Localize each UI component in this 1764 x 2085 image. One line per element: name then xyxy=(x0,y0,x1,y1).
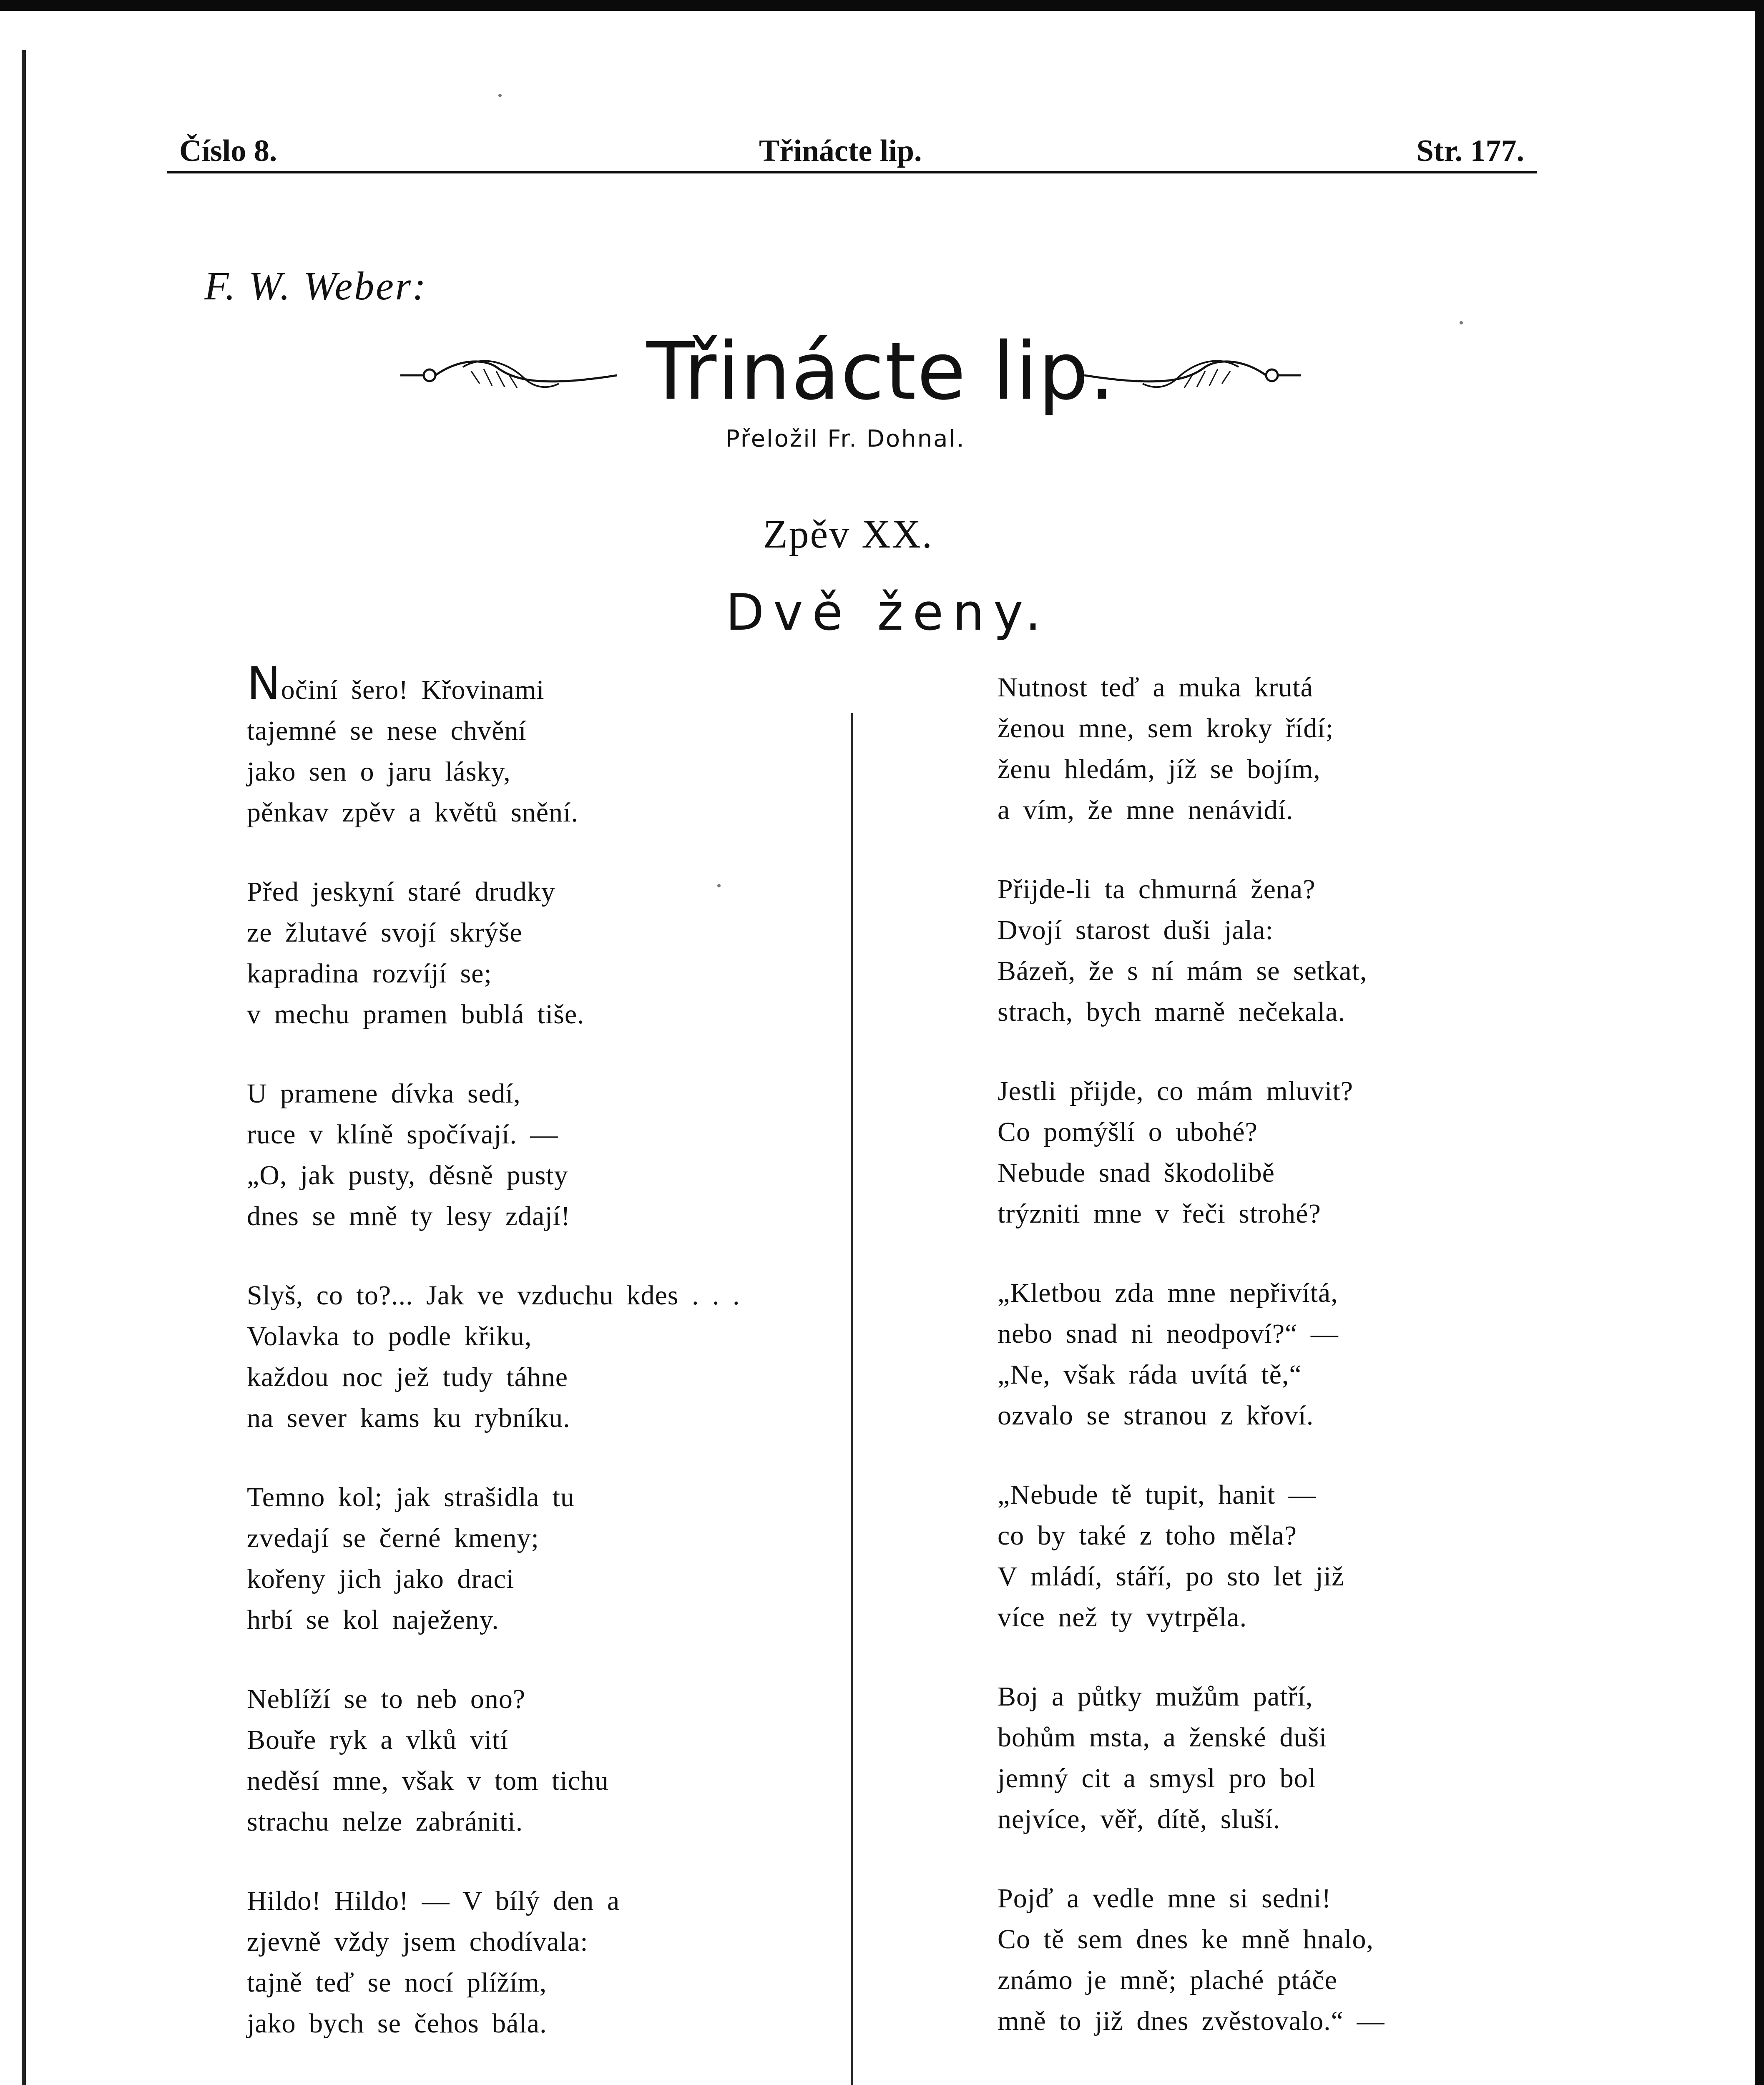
verse-line: Co pomýšlí o ubohé? xyxy=(998,1117,1258,1147)
verse-line: kapradina rozvíjí se; xyxy=(247,958,492,989)
verse-line: strach, bych marně nečekala. xyxy=(998,997,1346,1027)
running-head xyxy=(167,125,1537,171)
verse-line: Co tě sem dnes ke mně hnalo, xyxy=(998,1924,1374,1954)
issue-number: Číslo 8. xyxy=(179,134,277,168)
verse-line: trýzniti mne v řeči strohé? xyxy=(998,1198,1321,1229)
verse-line: a vím, že mne nenávidí. xyxy=(998,795,1294,825)
stanza xyxy=(998,667,1623,831)
verse-line: na sever kams ku rybníku. xyxy=(247,1403,570,1433)
verse-line: jako sen o jaru lásky, xyxy=(247,756,511,787)
scan-border-top xyxy=(0,0,1764,11)
drop-cap: N xyxy=(247,658,281,710)
stanza xyxy=(998,2080,1623,2085)
verse-line: nebo snad ni neodpoví?“ — xyxy=(998,1319,1339,1349)
translator-credit: Přeložil Fr. Dohnal. xyxy=(726,425,965,452)
stanza xyxy=(998,1878,1623,2042)
right-column xyxy=(998,667,1623,2085)
verse-line: Boj a půtky mužům patří, xyxy=(998,1681,1313,1712)
verse-line xyxy=(247,2082,872,2085)
scan-speck xyxy=(1460,321,1463,324)
left-column xyxy=(247,658,872,2085)
verse-line: zvedají se černé kmeny; xyxy=(247,1523,539,1553)
verse-line: Neblíží se to neb ono? xyxy=(247,1684,526,1714)
verse-line xyxy=(998,2080,1623,2085)
stanza xyxy=(247,2082,872,2085)
verse-line: strachu nelze zabrániti. xyxy=(247,1806,523,1837)
canto-heading: Zpěv XX. xyxy=(763,512,933,556)
verse-line: Temno kol; jak strašidla tu xyxy=(247,1482,575,1512)
stanza xyxy=(247,1477,872,1640)
verse-line: hrbí se kol naježeny. xyxy=(247,1605,499,1635)
verse-line: více než ty vytrpěla. xyxy=(998,1602,1247,1633)
verse-line: Před jeskyní staré drudky xyxy=(247,877,555,907)
verse-line: Přijde-li ta chmurná žena? xyxy=(998,874,1316,904)
verse-line: ozvalo se stranou z křoví. xyxy=(998,1400,1314,1431)
verse-line: jemný cit a smysl pro bol xyxy=(998,1763,1317,1794)
stanza xyxy=(998,869,1623,1032)
verse-line: Hildo! Hildo! — V bílý den a xyxy=(247,1886,620,1916)
stanza xyxy=(998,1475,1623,1638)
stanza xyxy=(998,1676,1623,1840)
column-divider xyxy=(851,713,853,2085)
author-name: F. W. Weber: xyxy=(204,264,428,308)
verse-line: „Kletbou zda mne nepřivítá, xyxy=(998,1278,1338,1308)
verse-line: Slyš, co to?... Jak ve vzduchu kdes . . . xyxy=(247,1280,740,1311)
verse-line: Jestli přijde, co mám mluvit? xyxy=(998,1076,1354,1106)
scan-speck xyxy=(498,94,502,97)
verse-line: ze žlutavé svojí skrýše xyxy=(247,917,523,948)
verse-line: kořeny jich jako draci xyxy=(247,1564,515,1594)
poem-title: Třinácte lip. xyxy=(646,325,1116,417)
ornament-right-icon xyxy=(1084,350,1301,400)
page-number: Str. 177. xyxy=(1416,134,1524,168)
scan-border-right xyxy=(1755,0,1764,2085)
verse-line: U pramene dívka sedí, xyxy=(247,1078,521,1109)
verse-line: ženou mne, sem kroky řídí; xyxy=(998,713,1334,744)
verse-line: „Nebude tě tupit, hanit — xyxy=(998,1480,1317,1510)
verse-line: „O, jak pusty, děsně pusty xyxy=(247,1160,568,1191)
stanza xyxy=(247,1073,872,1237)
verse-line: ženu hledám, jíž se bojím, xyxy=(998,754,1321,784)
running-title: Třináctе lip. xyxy=(759,134,922,168)
verse-line: nejvíce, věř, dítě, sluší. xyxy=(998,1804,1281,1834)
verse-line: Bázeň, že s ní mám se setkat, xyxy=(998,956,1367,986)
section-subtitle: Dvě ženy. xyxy=(726,584,1050,642)
binding-edge xyxy=(22,50,26,2085)
header-rule xyxy=(167,171,1537,173)
verse-line: ruce v klíně spočívají. — xyxy=(247,1119,558,1150)
verse-line: tajemné se nese chvění xyxy=(247,716,527,746)
verse-line: známo je mně; plaché ptáče xyxy=(998,1965,1337,1995)
stanza xyxy=(247,1275,872,1439)
verse-line: Nutnost teď a muka krutá xyxy=(998,672,1313,703)
verse-line: tajně teď se nocí plížím, xyxy=(247,1967,547,1998)
verse-line: mně to již dnes zvěstovalo.“ — xyxy=(998,2006,1385,2036)
stanza xyxy=(998,1071,1623,1234)
verse-line: „Ne, však ráda uvítá tě,“ xyxy=(998,1359,1302,1390)
verse-line: v mechu pramen bublá tiše. xyxy=(247,999,585,1030)
verse-line: Volavka to podle křiku, xyxy=(247,1321,532,1351)
verse-line: Pojď a vedle mne si sedni! xyxy=(998,1883,1332,1914)
ornament-left-icon xyxy=(400,350,617,400)
stanza xyxy=(247,872,872,1035)
verse-line: Nočiní šero! Křovinami xyxy=(247,658,545,710)
verse-line: Nebude snad škodolibě xyxy=(998,1158,1275,1188)
scan-speck xyxy=(717,884,721,887)
verse-line: každou noc jež tudy táhne xyxy=(247,1362,568,1392)
stanza xyxy=(247,658,872,833)
verse-line: jako bych se čehos bála. xyxy=(247,2008,547,2039)
verse-line: co by také z toho měla? xyxy=(998,1520,1297,1551)
verse-line: V mládí, stáří, po sto let již xyxy=(998,1561,1344,1592)
stanza xyxy=(247,1881,872,2044)
verse-line: bohům msta, a ženské duši xyxy=(998,1722,1327,1753)
verse-line: dnes se mně ty lesy zdají! xyxy=(247,1201,570,1231)
verse-line: pěnkav zpěv a květů snění. xyxy=(247,797,578,828)
title-block xyxy=(400,325,1318,421)
verse-line: neděsí mne, však v tom tichu xyxy=(247,1766,609,1796)
stanza xyxy=(998,1273,1623,1436)
stanza xyxy=(247,1679,872,1842)
verse-line: Dvojí starost duši jala: xyxy=(998,915,1274,945)
verse-line: zjevně vždy jsem chodívala: xyxy=(247,1927,588,1957)
verse-line: Bouře ryk a vlků vití xyxy=(247,1725,508,1755)
